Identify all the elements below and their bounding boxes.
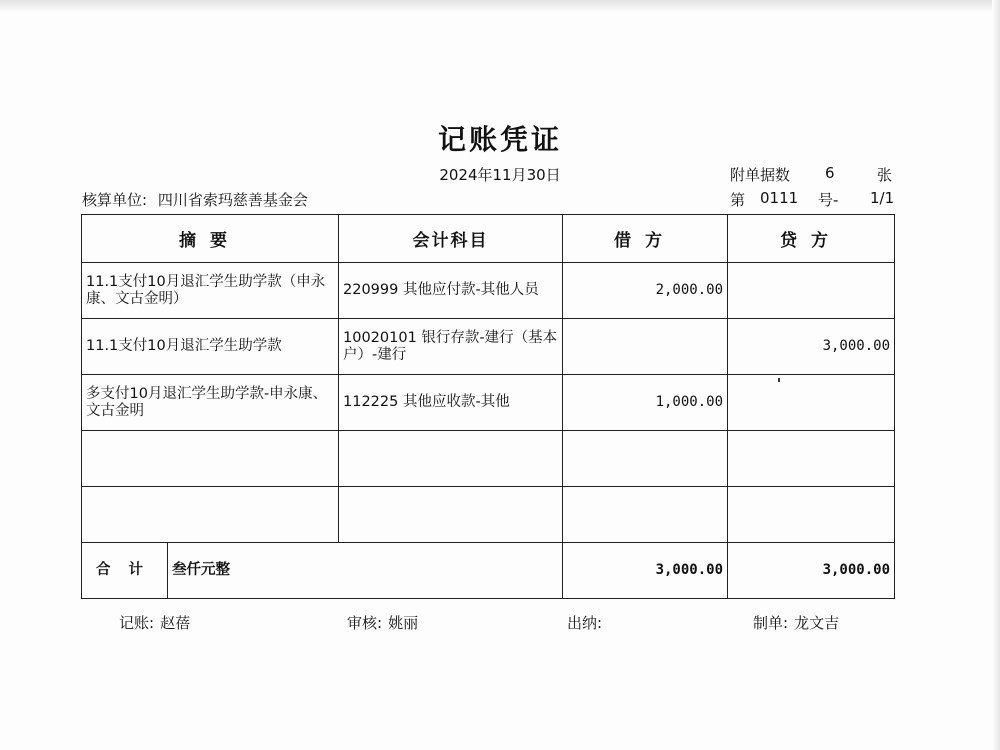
row-account: [339, 431, 563, 487]
attachments-info: [730, 164, 893, 185]
attachments-unit: 张: [877, 166, 893, 184]
reviewer-label: 审核:: [347, 614, 383, 632]
row-account: 220999 其他应付款-其他人员: [339, 263, 563, 319]
row-debit: [563, 431, 728, 487]
row-summary: 多支付10月退汇学生助学款-申永康、文古金明: [82, 375, 339, 431]
table-row: [82, 263, 895, 319]
preparer-label: 制单:: [753, 614, 789, 632]
row-credit: [728, 263, 895, 319]
header-account: 会计科目: [339, 215, 563, 263]
total-amount-words: 叁仟元整: [172, 562, 230, 578]
header-debit: 借方: [563, 215, 728, 263]
voucher-number-prefix: 第: [730, 191, 746, 209]
row-debit: [563, 487, 728, 543]
accounting-unit-name: 四川省索玛慈善基金会: [157, 191, 308, 209]
attachments-label: 附单据数: [730, 166, 791, 184]
reviewer-name: 姚丽: [388, 614, 419, 632]
voucher-number-value: 0111: [760, 189, 799, 207]
scan-speck: [778, 378, 780, 382]
cashier-label: 出纳:: [567, 614, 603, 632]
footer-preparer: [753, 612, 839, 633]
total-row: [82, 543, 895, 599]
table-row: [82, 487, 895, 543]
row-account: 112225 其他应收款-其他: [339, 375, 563, 431]
header-credit: 贷方: [728, 215, 895, 263]
row-summary: [82, 431, 339, 487]
table-row: [82, 375, 895, 431]
total-label: 合计: [82, 543, 168, 598]
row-summary: [82, 487, 339, 543]
footer-bookkeeper: [119, 612, 190, 633]
row-debit: 1,000.00: [563, 375, 728, 431]
row-summary: 11.1支付10月退汇学生助学款: [82, 319, 339, 375]
row-account: [339, 487, 563, 543]
total-debit: 3,000.00: [563, 543, 728, 599]
scan-edge-right: [992, 0, 1000, 750]
table-header-row: [82, 215, 895, 263]
footer-reviewer: [347, 612, 418, 633]
row-debit: [563, 319, 728, 375]
row-credit: [728, 375, 895, 431]
row-account: 10020101 银行存款-建行（基本户）-建行: [339, 319, 563, 375]
row-credit: [728, 487, 895, 543]
footer-cashier: [567, 612, 608, 633]
preparer-name: 龙文吉: [794, 614, 840, 632]
table-row: [82, 319, 895, 375]
voucher-title: 记账凭证: [437, 123, 562, 156]
bookkeeper-label: 记账:: [119, 614, 155, 632]
total-label-cell: [82, 543, 563, 599]
row-summary: 11.1支付10月退汇学生助学款（申永康、文古金明）: [82, 263, 339, 319]
accounting-unit: [82, 189, 308, 210]
voucher-table: [81, 214, 895, 599]
total-credit: 3,000.00: [728, 543, 895, 599]
scan-edge-top: [0, 0, 1000, 12]
header-summary: 摘要: [82, 215, 339, 263]
accounting-unit-label: 核算单位:: [82, 191, 148, 209]
bookkeeper-name: 赵蓓: [160, 614, 191, 632]
voucher-number-suffix: 号-: [818, 191, 839, 209]
voucher-date: 2024年11月30日: [439, 166, 561, 184]
table-row: [82, 431, 895, 487]
voucher-page: 1/1: [870, 189, 895, 207]
attachments-count: 6: [825, 164, 835, 182]
row-debit: 2,000.00: [563, 263, 728, 319]
row-credit: 3,000.00: [728, 319, 895, 375]
row-credit: [728, 431, 895, 487]
